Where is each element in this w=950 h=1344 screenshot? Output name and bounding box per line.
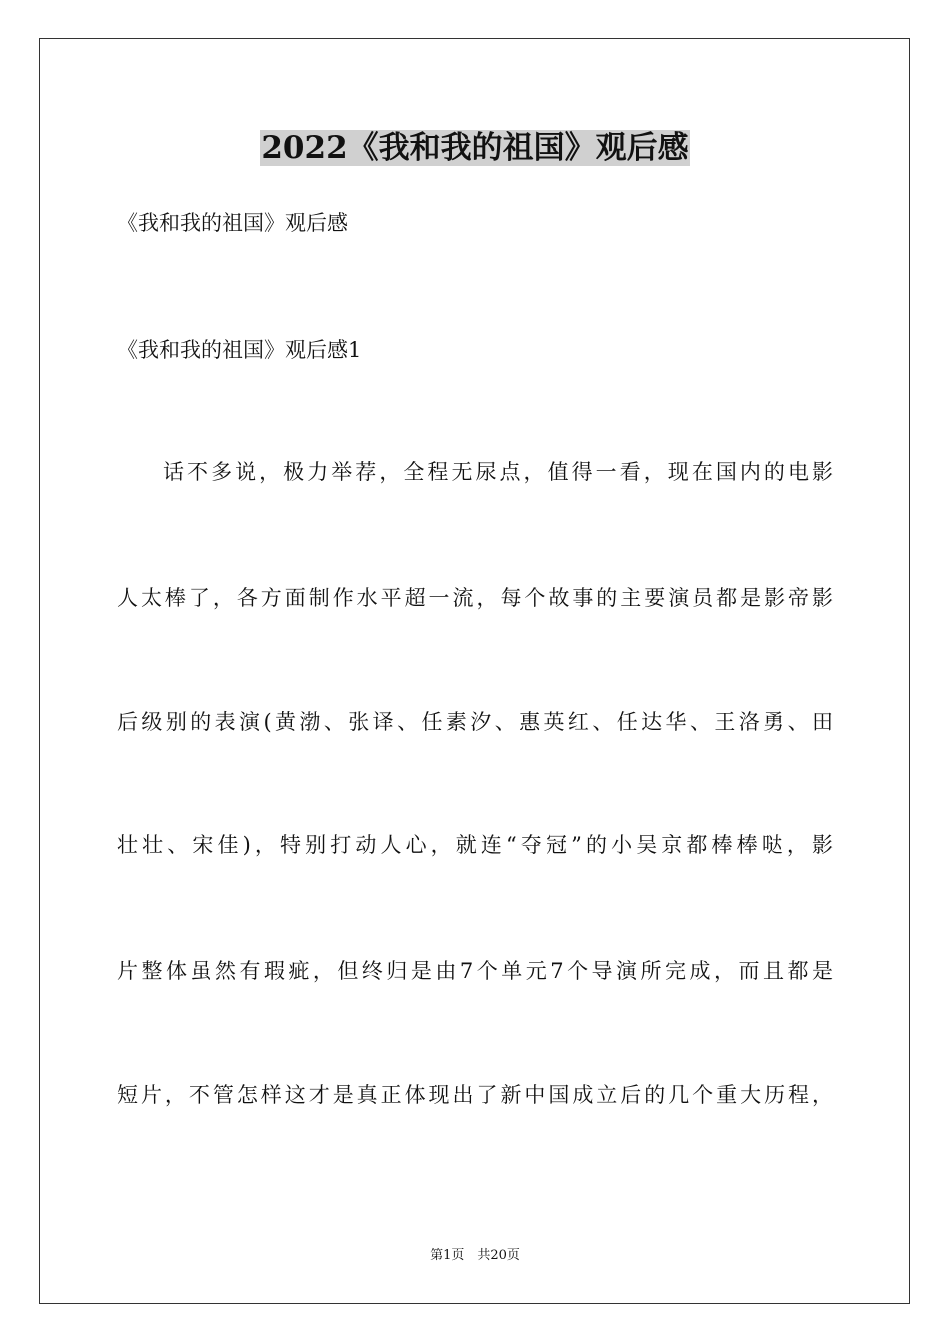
body-line: 后级别的表演(黄渤、张译、任素汐、惠英红、任达华、王洛勇、田	[117, 710, 833, 734]
section-heading: 《我和我的祖国》观后感1	[117, 338, 362, 362]
body-line: 片整体虽然有瑕疵，但终归是由7个单元7个导演所完成，而且都是	[117, 959, 833, 983]
document-title-text: 2022《我和我的祖国》观后感	[261, 130, 689, 166]
body-line: 短片，不管怎样这才是真正体现出了新中国成立后的几个重大历程，	[117, 1083, 833, 1107]
document-subtitle: 《我和我的祖国》观后感	[117, 211, 348, 235]
body-line: 人太棒了，各方面制作水平超一流，每个故事的主要演员都是影帝影	[117, 586, 833, 610]
body-line: 壮壮、宋佳)，特别打动人心，就连“夺冠”的小吴京都棒棒哒，影	[117, 833, 833, 857]
page-number: 第1页 共20页	[430, 1248, 520, 1263]
document-title	[0, 126, 950, 170]
body-line: 话不多说，极力举荐，全程无尿点，值得一看，现在国内的电影	[163, 460, 833, 484]
